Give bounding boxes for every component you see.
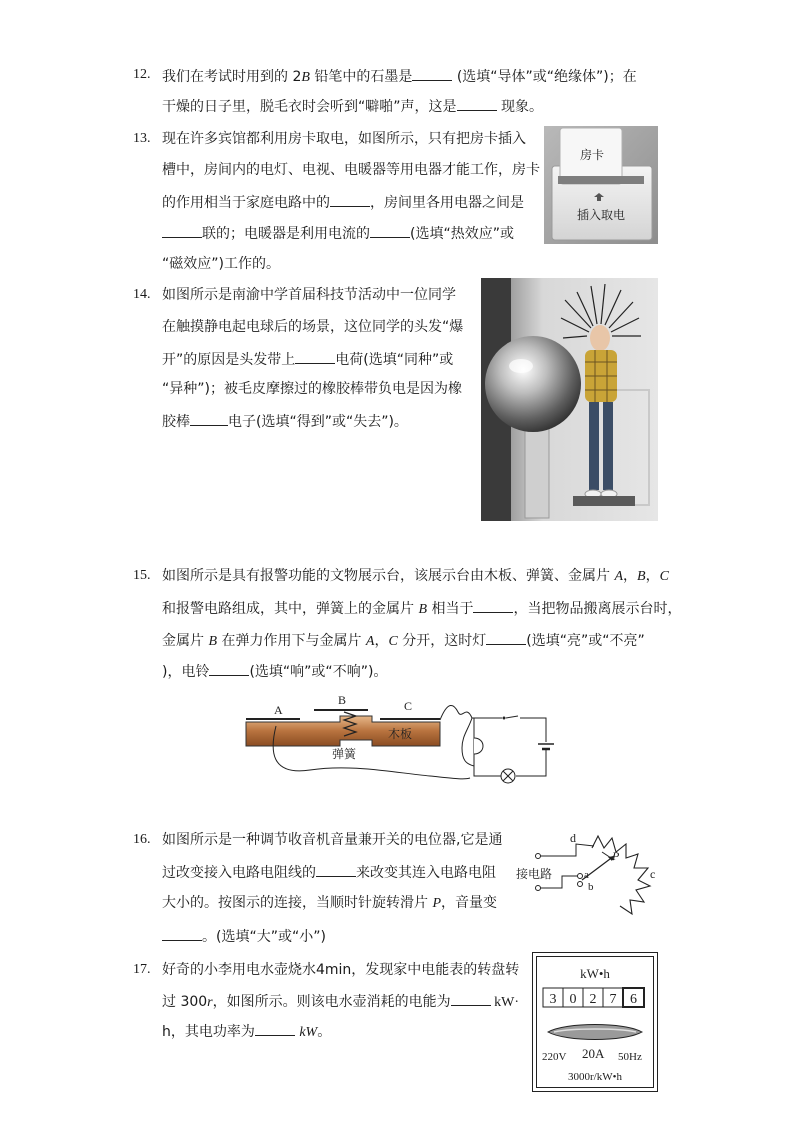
left-leg bbox=[589, 402, 599, 490]
card-label: 房卡 bbox=[579, 148, 605, 162]
q15-line1 bbox=[162, 567, 669, 586]
q17-line1: 好奇的小李用电水壶烧水4min，发现家中电能表的转盘转 bbox=[162, 962, 520, 978]
q17-blank-2[interactable] bbox=[255, 1021, 295, 1036]
label-d: d bbox=[570, 831, 576, 845]
q16-blank-1[interactable] bbox=[316, 862, 356, 877]
q14-text: 电荷(选填“同种”或 bbox=[335, 352, 454, 368]
q13-line2: 槽中，房间内的电灯、电视、电暖器等用电器才能工作，房卡 bbox=[162, 162, 540, 178]
q15-text: (选填“亮”或“不亮” bbox=[526, 633, 645, 649]
wire-c bbox=[440, 705, 474, 766]
q13-line1: 现在许多宾馆都利用房卡取电，如图所示，只有把房卡插入 bbox=[162, 131, 526, 147]
q14-blank-2[interactable] bbox=[190, 411, 228, 426]
q12-text: 现象。 bbox=[496, 99, 543, 115]
q15-text: 分开，这时灯 bbox=[397, 633, 487, 649]
terminal-d-wire bbox=[540, 844, 594, 856]
q12-text: 干燥的日子里，脱毛衣时会听到“噼啪”声，这是 bbox=[162, 99, 457, 115]
right-leg bbox=[603, 402, 613, 490]
face bbox=[590, 325, 610, 351]
label-c: c bbox=[650, 867, 656, 881]
q17-number: 17. bbox=[133, 962, 151, 977]
contact-a bbox=[578, 874, 583, 879]
label-spring: 弹簧 bbox=[332, 747, 357, 761]
label-c: C bbox=[404, 699, 413, 713]
q15-var: C bbox=[659, 569, 669, 584]
q17-line2 bbox=[162, 991, 519, 1012]
q15-number: 15. bbox=[133, 568, 151, 583]
q14-line3 bbox=[162, 349, 453, 369]
q16-text: 过改变接入电路电阻线的 bbox=[162, 865, 316, 881]
meter-unit: kW•h bbox=[580, 966, 610, 981]
q17-text: 。 bbox=[317, 1024, 332, 1040]
meter-current: 20A bbox=[582, 1046, 605, 1061]
q17-text: 过 300 bbox=[162, 994, 208, 1010]
q15-line3 bbox=[162, 630, 645, 651]
digit-1: 3 bbox=[549, 992, 557, 1007]
label-b: B bbox=[338, 693, 347, 707]
q15-text: 在弹力作用下与金属片 bbox=[217, 633, 366, 649]
q14-line5 bbox=[162, 411, 408, 431]
label-b: b bbox=[588, 881, 594, 893]
digit-4: 7 bbox=[609, 992, 617, 1007]
q16-line3 bbox=[162, 894, 497, 913]
q16-line2 bbox=[162, 862, 496, 882]
room-card-photo bbox=[544, 126, 658, 244]
metal-sphere bbox=[485, 336, 581, 432]
q17-text: kW· bbox=[490, 995, 520, 1010]
q15-var: B bbox=[637, 569, 646, 584]
q17-var: r bbox=[207, 995, 213, 1010]
digit-5: 6 bbox=[630, 992, 637, 1007]
q14-line1: 如图所示是南渝中学首届科技节活动中一位同学 bbox=[162, 287, 456, 303]
switch-contact bbox=[503, 717, 506, 720]
q15-text: ， bbox=[645, 568, 660, 584]
insulating-platform bbox=[573, 496, 635, 506]
q14-number: 14. bbox=[133, 287, 151, 302]
q14-text: 电子(选填“得到”或“失去”)。 bbox=[228, 414, 408, 430]
card-slot bbox=[558, 176, 644, 184]
q14-blank-1[interactable] bbox=[295, 349, 335, 364]
input-terminal-top bbox=[536, 854, 541, 859]
q12-number: 12. bbox=[133, 67, 151, 82]
room-card-svg bbox=[544, 126, 658, 244]
q12-line1 bbox=[162, 66, 637, 87]
q15-text: 相当于 bbox=[427, 601, 474, 617]
q15-text: ， bbox=[374, 633, 389, 649]
q15-var: B bbox=[208, 634, 218, 649]
wire-top-right bbox=[520, 718, 546, 742]
q15-var: C bbox=[388, 634, 398, 649]
contact-b bbox=[578, 882, 583, 887]
q15-var: A bbox=[365, 634, 375, 649]
input-terminal-bottom bbox=[536, 886, 541, 891]
q15-blank-2[interactable] bbox=[486, 630, 526, 645]
q13-text: 的作用相当于家庭电路中的 bbox=[162, 195, 330, 211]
q15-line2 bbox=[162, 598, 681, 619]
q13-text: 联的；电暖器是利用电流的 bbox=[202, 226, 370, 242]
q12-line2 bbox=[162, 96, 543, 116]
q16-line4 bbox=[162, 926, 326, 946]
q15-line4 bbox=[162, 661, 387, 681]
q12-blank-1[interactable] bbox=[412, 66, 452, 81]
q13-blank-3[interactable] bbox=[370, 223, 410, 238]
static-ball-photo bbox=[481, 278, 658, 521]
q16-text: 来改变其连入电路电阻 bbox=[356, 865, 496, 881]
q14-line4: “异种”)；被毛皮摩擦过的橡胶棒带负电是因为橡 bbox=[162, 381, 462, 397]
column bbox=[525, 418, 549, 518]
q16-number: 16. bbox=[133, 832, 151, 847]
q14-text: 开”的原因是头发带上 bbox=[162, 352, 296, 368]
potentiometer-svg bbox=[514, 826, 664, 920]
q12-text: 我们在考试时用到的 2 bbox=[162, 69, 302, 85]
resistance-wire bbox=[592, 836, 650, 914]
q12-text: (选填“导体”或“绝缘体”)；在 bbox=[452, 69, 637, 85]
q15-text: 如图所示是具有报警功能的文物展示台，该展示台由木板、弹簧、金属片 bbox=[162, 568, 615, 584]
digit-3: 2 bbox=[589, 992, 597, 1007]
q12-text: 铅笔中的石墨是 bbox=[309, 69, 413, 85]
label-connect: 接电路 bbox=[516, 867, 553, 881]
q17-text: h，其电功率为 bbox=[162, 1024, 255, 1040]
q12-blank-2[interactable] bbox=[457, 96, 497, 111]
q16-blank-2[interactable] bbox=[162, 926, 202, 941]
label-p: P bbox=[612, 849, 620, 863]
q12-var-b: B bbox=[301, 70, 310, 85]
q13-number: 13. bbox=[133, 131, 151, 146]
meter-rate: 3000r/kW•h bbox=[568, 1071, 622, 1083]
q16-text: ，音量变 bbox=[441, 895, 498, 911]
label-board: 木板 bbox=[388, 727, 413, 741]
q13-text: ，房间里各用电器之间是 bbox=[370, 195, 524, 211]
label-a: a bbox=[584, 869, 589, 881]
q17-text: ，如图所示。则该电水壶消耗的电能为 bbox=[212, 994, 451, 1010]
digit-2: 0 bbox=[569, 992, 577, 1007]
q13-line3 bbox=[162, 192, 524, 212]
label-a: A bbox=[274, 703, 283, 717]
wire-bottom-right bbox=[516, 750, 546, 776]
slot-label: 插入取电 bbox=[576, 208, 626, 222]
q13-blank-2[interactable] bbox=[162, 223, 202, 238]
q15-text: (选填“响”或“不响”)。 bbox=[249, 664, 388, 680]
meter-voltage: 220V bbox=[542, 1051, 567, 1063]
q16-var: P bbox=[432, 896, 442, 911]
q15-var: A bbox=[614, 569, 624, 584]
alarm-stand-diagram bbox=[240, 690, 560, 790]
meter-disc bbox=[548, 1025, 642, 1040]
q13-line4 bbox=[162, 223, 514, 243]
energy-meter bbox=[532, 952, 658, 1092]
q15-text: 和报警电路组成，其中，弹簧上的金属片 bbox=[162, 601, 419, 617]
q14-text: 胶棒 bbox=[162, 414, 190, 430]
q15-blank-3[interactable] bbox=[209, 661, 249, 676]
q15-blank-1[interactable] bbox=[473, 598, 513, 613]
energy-meter-svg bbox=[532, 952, 658, 1092]
q14-line2: 在触摸静电起电球后的场景，这位同学的头发“爆 bbox=[162, 319, 464, 335]
q15-text: ， bbox=[623, 568, 638, 584]
q13-text: (选填“热效应”或 bbox=[410, 226, 514, 242]
q17-unit: kW bbox=[299, 1025, 318, 1040]
q15-text: 金属片 bbox=[162, 633, 209, 649]
alarm-stand-svg bbox=[240, 690, 560, 790]
static-ball-svg bbox=[481, 278, 658, 521]
q16-text: 大小的。按图示的连接，当顺时针旋转滑片 bbox=[162, 895, 433, 911]
q17-line3 bbox=[162, 1021, 331, 1042]
bell-icon bbox=[474, 738, 483, 754]
q15-text: ，当把物品搬离展示台时， bbox=[513, 601, 682, 617]
meter-frequency: 50Hz bbox=[618, 1051, 642, 1063]
q16-text: 。(选填“大”或“小”) bbox=[202, 929, 326, 945]
q15-var: B bbox=[418, 602, 428, 617]
q13-line5: “磁效应”)工作的。 bbox=[162, 256, 280, 272]
q17-blank-1[interactable] bbox=[451, 991, 491, 1006]
q15-text: )，电铃 bbox=[162, 664, 210, 680]
switch-arm bbox=[506, 716, 518, 718]
sphere-highlight bbox=[509, 359, 533, 373]
q13-blank-1[interactable] bbox=[330, 192, 370, 207]
q16-line1: 如图所示是一种调节收音机音量兼开关的电位器,它是通 bbox=[162, 832, 503, 848]
potentiometer-diagram bbox=[514, 826, 664, 920]
